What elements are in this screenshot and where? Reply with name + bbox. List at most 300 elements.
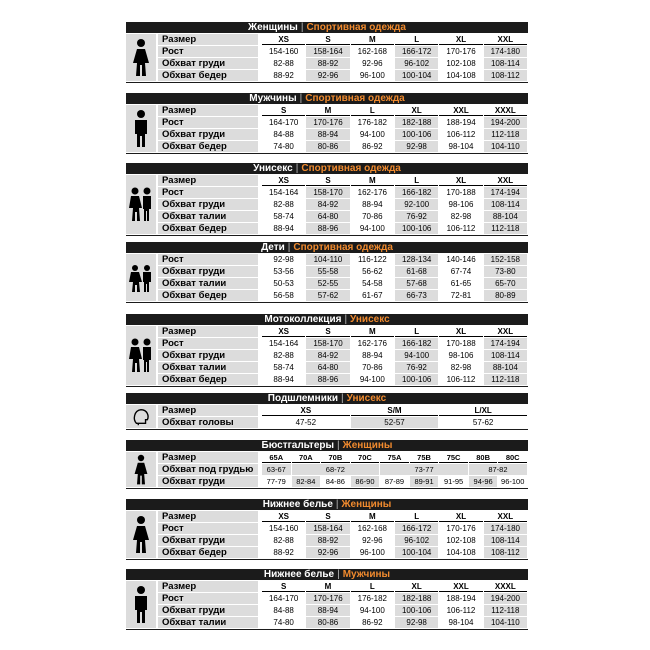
size-header-cell: XXL <box>439 581 482 592</box>
header-separator: | <box>295 163 299 174</box>
table-cell: 108-112 <box>484 70 527 81</box>
table-cell: 92-98 <box>395 141 438 152</box>
table-cell: 98-106 <box>439 199 482 210</box>
row-label: Обхват груди <box>158 350 258 361</box>
table-cell: 166-172 <box>395 46 438 57</box>
section-title: Нижнее белье <box>262 499 333 510</box>
table-cell: 92-96 <box>306 547 349 558</box>
table-cell: 106-112 <box>439 223 482 234</box>
table-cell: 94-100 <box>395 350 438 361</box>
table-cell: 77-79 <box>262 476 291 487</box>
size-header-cell: XS <box>262 34 305 45</box>
table-cell: 70-86 <box>351 362 394 373</box>
section-header <box>126 314 528 325</box>
section-title: Подшлемники <box>267 393 339 404</box>
table-cell: 56-58 <box>262 290 305 301</box>
table-cell: 52-57 <box>351 417 439 428</box>
table-cell: 112-118 <box>484 129 527 140</box>
row-label: Обхват под грудью <box>158 464 258 475</box>
size-table-section <box>126 22 528 82</box>
table-cell: 96-100 <box>351 70 394 81</box>
table-cell: 58-74 <box>262 362 305 373</box>
row-label: Обхват головы <box>158 417 258 428</box>
row-label: Рост <box>158 46 258 57</box>
woman-icon <box>126 452 156 487</box>
table-cell: 170-176 <box>306 593 349 604</box>
table-cell: 76-92 <box>395 211 438 222</box>
table-cell: 166-182 <box>395 338 438 349</box>
section-title: Дети <box>261 242 285 253</box>
table-cell: 154-164 <box>262 338 305 349</box>
table-cell: 176-182 <box>351 593 394 604</box>
section-subtitle: Мужчины <box>342 569 391 580</box>
row-label: Размер <box>158 175 258 186</box>
table-cell: 92-98 <box>262 254 305 265</box>
table-cell: 82-84 <box>292 476 321 487</box>
row-label: Размер <box>158 452 258 463</box>
size-header-cell: L <box>351 581 394 592</box>
size-header-cell: 75A <box>380 452 409 463</box>
section-divider <box>126 235 528 236</box>
header-separator: | <box>335 499 339 510</box>
section-divider <box>126 386 528 387</box>
table-cell: 88-92 <box>262 547 305 558</box>
size-header-cell: XXXL <box>484 105 527 116</box>
size-header-cell: 80C <box>498 452 527 463</box>
size-header-cell: S <box>306 511 349 522</box>
table-cell: 104-110 <box>306 254 349 265</box>
size-header-cell: 80B <box>469 452 498 463</box>
table-cell: 88-94 <box>351 199 394 210</box>
section-header <box>126 499 528 510</box>
table-cell: 94-100 <box>351 223 394 234</box>
row-label: Размер <box>158 405 258 416</box>
header-separator: | <box>287 242 291 253</box>
table-cell: 100-104 <box>395 70 438 81</box>
section-header <box>126 393 528 404</box>
size-header-cell: S <box>262 105 305 116</box>
size-header-cell: 75B <box>410 452 439 463</box>
table-cell: 74-80 <box>262 141 305 152</box>
table-cell: 64-80 <box>306 211 349 222</box>
table-cell: 88-94 <box>351 350 394 361</box>
section-title: Женщины <box>248 22 298 33</box>
man-icon <box>126 105 156 152</box>
table-cell: 174-180 <box>484 46 527 57</box>
table-cell: 162-176 <box>351 338 394 349</box>
row-label: Обхват груди <box>158 129 258 140</box>
table-cell: 50-53 <box>262 278 305 289</box>
table-cell: 140-146 <box>439 254 482 265</box>
row-label: Обхват груди <box>158 476 258 487</box>
table-cell: 98-106 <box>439 350 482 361</box>
table-cell: 70-86 <box>351 211 394 222</box>
section-header <box>126 569 528 580</box>
size-header-cell: 75C <box>439 452 468 463</box>
table-cell: 100-104 <box>395 547 438 558</box>
header-separator: | <box>337 440 340 451</box>
size-header-cell: 70B <box>321 452 350 463</box>
row-label: Обхват груди <box>158 58 258 69</box>
table-cell: 88-94 <box>262 223 305 234</box>
table-cell: 61-65 <box>439 278 482 289</box>
header-separator: | <box>344 314 348 325</box>
size-header-cell: M <box>351 511 394 522</box>
table-cell: 100-106 <box>395 374 438 385</box>
table-cell: 80-86 <box>306 617 349 628</box>
table-cell: 80-86 <box>306 141 349 152</box>
section-subtitle: Спортивная одежда <box>293 242 393 253</box>
size-header-cell: L <box>395 175 438 186</box>
woman-icon <box>126 34 156 81</box>
table-cell: 104-110 <box>484 617 527 628</box>
table-cell: 182-188 <box>395 117 438 128</box>
table-cell: 162-176 <box>351 187 394 198</box>
table-cell: 158-164 <box>306 523 349 534</box>
section-title: Нижнее белье <box>263 569 335 580</box>
table-cell: 112-118 <box>484 223 527 234</box>
table-cell: 188-194 <box>439 593 482 604</box>
size-header-cell: M <box>351 34 394 45</box>
table-cell: 84-88 <box>262 605 305 616</box>
section-subtitle: Унисекс <box>350 314 390 325</box>
table-cell: 57-68 <box>395 278 438 289</box>
row-label: Размер <box>158 326 258 337</box>
row-label: Рост <box>158 593 258 604</box>
section-subtitle: Спортивная одежда <box>301 163 401 174</box>
table-cell: 82-98 <box>439 362 482 373</box>
table-cell: 154-164 <box>262 187 305 198</box>
table-cell: 88-96 <box>306 374 349 385</box>
children-icon <box>126 254 156 301</box>
row-label: Рост <box>158 254 258 265</box>
table-cell: 116-122 <box>351 254 394 265</box>
section-divider <box>126 153 528 154</box>
table-cell: 72-81 <box>439 290 482 301</box>
row-label: Размер <box>158 34 258 45</box>
size-header-cell: L <box>395 326 438 337</box>
table-cell: 67-74 <box>439 266 482 277</box>
size-header-cell: 70C <box>351 452 380 463</box>
size-header-cell: S <box>306 34 349 45</box>
row-label: Обхват груди <box>158 199 258 210</box>
table-cell: 162-168 <box>351 46 394 57</box>
table-cell: 84-86 <box>321 476 350 487</box>
table-cell: 98-104 <box>439 617 482 628</box>
row-label: Рост <box>158 523 258 534</box>
table-cell: 112-118 <box>484 605 527 616</box>
section-divider <box>126 302 528 303</box>
row-label: Обхват бедер <box>158 290 258 301</box>
header-separator: | <box>299 93 303 104</box>
table-cell: 92-100 <box>395 199 438 210</box>
unisex-icon <box>126 326 156 385</box>
size-table-section <box>126 242 528 302</box>
table-cell: 108-112 <box>484 547 527 558</box>
size-header-cell: XS <box>262 326 305 337</box>
table-cell: 84-92 <box>306 350 349 361</box>
table-cell: 55-58 <box>306 266 349 277</box>
table-cell: 162-168 <box>351 523 394 534</box>
section-header <box>126 242 528 253</box>
table-cell: 108-114 <box>484 350 527 361</box>
table-cell: 158-164 <box>306 46 349 57</box>
size-header-cell: 70A <box>292 452 321 463</box>
row-label: Обхват бедер <box>158 547 258 558</box>
size-header-cell: XXL <box>484 511 527 522</box>
table-cell: 57-62 <box>306 290 349 301</box>
table-cell: 166-182 <box>395 187 438 198</box>
header-separator: | <box>337 569 340 580</box>
section-divider <box>126 82 528 83</box>
table-cell: 92-98 <box>395 617 438 628</box>
header-separator: | <box>341 393 344 404</box>
size-header-cell: S/M <box>351 405 439 416</box>
table-cell: 80-89 <box>484 290 527 301</box>
row-label: Обхват груди <box>158 266 258 277</box>
table-cell: 188-194 <box>439 117 482 128</box>
table-cell: 154-160 <box>262 523 305 534</box>
row-label: Обхват бедер <box>158 223 258 234</box>
table-cell: 63-67 <box>262 464 291 475</box>
table-cell: 98-104 <box>439 141 482 152</box>
table-cell: 94-96 <box>469 476 498 487</box>
row-label: Размер <box>158 581 258 592</box>
table-cell: 61-68 <box>395 266 438 277</box>
section-divider <box>126 488 528 489</box>
table-cell: 174-194 <box>484 338 527 349</box>
table-cell: 86-92 <box>351 141 394 152</box>
row-label: Обхват бедер <box>158 70 258 81</box>
table-cell: 96-102 <box>395 58 438 69</box>
table-cell: 86-90 <box>351 476 380 487</box>
table-cell: 106-112 <box>439 129 482 140</box>
unisex-icon <box>126 175 156 234</box>
table-cell: 106-112 <box>439 374 482 385</box>
table-cell: 87-89 <box>380 476 409 487</box>
size-table-section <box>126 393 528 429</box>
table-cell: 88-94 <box>306 605 349 616</box>
table-cell: 94-100 <box>351 129 394 140</box>
table-cell: 102-108 <box>439 58 482 69</box>
row-label: Обхват бедер <box>158 374 258 385</box>
section-title: Бюстгальтеры <box>261 440 335 451</box>
table-cell: 74-80 <box>262 617 305 628</box>
table-cell: 96-102 <box>395 535 438 546</box>
section-title: Унисекс <box>253 163 293 174</box>
table-cell: 102-108 <box>439 535 482 546</box>
table-cell: 94-100 <box>351 605 394 616</box>
table-cell: 174-180 <box>484 523 527 534</box>
size-header-cell: XXL <box>484 175 527 186</box>
size-header-cell: S <box>306 175 349 186</box>
size-header-cell: XS <box>262 511 305 522</box>
table-cell: 100-106 <box>395 129 438 140</box>
row-label: Обхват талии <box>158 362 258 373</box>
table-cell: 52-55 <box>306 278 349 289</box>
table-cell: 82-88 <box>262 199 305 210</box>
size-header-cell: M <box>306 581 349 592</box>
size-header-cell: XXXL <box>484 581 527 592</box>
size-table-section <box>126 163 528 235</box>
table-cell: 176-182 <box>351 117 394 128</box>
table-cell: 166-172 <box>395 523 438 534</box>
row-label: Размер <box>158 511 258 522</box>
table-cell: 106-112 <box>439 605 482 616</box>
size-header-cell: XL <box>439 34 482 45</box>
table-cell: 88-104 <box>484 362 527 373</box>
size-header-cell: XS <box>262 405 350 416</box>
row-label: Рост <box>158 338 258 349</box>
row-label: Обхват талии <box>158 211 258 222</box>
table-cell: 164-170 <box>262 117 305 128</box>
table-cell: 170-188 <box>439 338 482 349</box>
size-header-cell: M <box>351 175 394 186</box>
section-divider <box>126 429 528 430</box>
row-label: Обхват груди <box>158 535 258 546</box>
size-header-cell: M <box>351 326 394 337</box>
table-cell: 88-94 <box>262 374 305 385</box>
table-cell: 86-92 <box>351 617 394 628</box>
table-cell: 87-82 <box>469 464 527 475</box>
size-header-cell: XXL <box>484 326 527 337</box>
table-cell: 84-92 <box>306 199 349 210</box>
size-header-cell: XS <box>262 175 305 186</box>
table-cell: 112-118 <box>484 374 527 385</box>
size-header-cell: XXL <box>484 34 527 45</box>
size-header-cell: XL <box>395 581 438 592</box>
row-label: Размер <box>158 105 258 116</box>
table-cell: 104-108 <box>439 547 482 558</box>
table-cell: 68-72 <box>292 464 380 475</box>
woman-icon <box>126 511 156 558</box>
table-cell: 170-176 <box>439 46 482 57</box>
table-cell: 84-88 <box>262 129 305 140</box>
section-divider <box>126 559 528 560</box>
table-cell: 96-100 <box>498 476 527 487</box>
table-cell: 47-52 <box>262 417 350 428</box>
table-cell: 158-170 <box>306 187 349 198</box>
size-table-section <box>126 93 528 153</box>
size-header-cell: S <box>262 581 305 592</box>
table-cell: 100-106 <box>395 223 438 234</box>
table-cell: 82-88 <box>262 58 305 69</box>
size-header-cell: L <box>395 34 438 45</box>
table-cell: 73-77 <box>380 464 468 475</box>
table-cell: 76-92 <box>395 362 438 373</box>
section-title: Мотоколлекция <box>264 314 342 325</box>
table-cell: 128-134 <box>395 254 438 265</box>
table-cell: 170-176 <box>439 523 482 534</box>
size-table-section <box>126 569 528 629</box>
man-icon <box>126 581 156 628</box>
table-cell: 94-100 <box>351 374 394 385</box>
table-cell: 170-176 <box>306 117 349 128</box>
section-divider <box>126 629 528 630</box>
section-subtitle: Спортивная одежда <box>305 93 405 104</box>
section-header <box>126 440 528 451</box>
table-cell: 92-96 <box>351 58 394 69</box>
row-label: Обхват талии <box>158 278 258 289</box>
size-table-section <box>126 499 528 559</box>
table-cell: 58-74 <box>262 211 305 222</box>
table-cell: 108-114 <box>484 199 527 210</box>
table-cell: 96-100 <box>351 547 394 558</box>
section-subtitle: Унисекс <box>346 393 387 404</box>
header-separator: | <box>300 22 304 33</box>
size-header-cell: M <box>306 105 349 116</box>
row-label: Обхват талии <box>158 617 258 628</box>
table-cell: 91-95 <box>439 476 468 487</box>
table-cell: 194-200 <box>484 117 527 128</box>
table-cell: 104-108 <box>439 70 482 81</box>
table-cell: 56-62 <box>351 266 394 277</box>
table-cell: 53-56 <box>262 266 305 277</box>
section-header <box>126 22 528 33</box>
table-cell: 108-114 <box>484 535 527 546</box>
table-cell: 82-88 <box>262 350 305 361</box>
table-cell: 182-188 <box>395 593 438 604</box>
table-cell: 66-73 <box>395 290 438 301</box>
table-cell: 100-106 <box>395 605 438 616</box>
section-subtitle: Женщины <box>341 499 392 510</box>
size-header-cell: XXL <box>439 105 482 116</box>
size-header-cell: L/XL <box>439 405 527 416</box>
size-header-cell: XL <box>439 175 482 186</box>
section-header <box>126 163 528 174</box>
row-label: Рост <box>158 117 258 128</box>
table-cell: 170-188 <box>439 187 482 198</box>
table-cell: 88-92 <box>306 58 349 69</box>
table-cell: 64-80 <box>306 362 349 373</box>
size-header-cell: L <box>395 511 438 522</box>
row-label: Обхват бедер <box>158 141 258 152</box>
table-cell: 89-91 <box>410 476 439 487</box>
size-header-cell: XL <box>439 326 482 337</box>
section-subtitle: Спортивная одежда <box>306 22 406 33</box>
section-title: Мужчины <box>249 93 297 104</box>
size-header-cell: 65A <box>262 452 291 463</box>
size-table-section <box>126 440 528 488</box>
table-cell: 88-92 <box>306 535 349 546</box>
size-header-cell: L <box>351 105 394 116</box>
table-cell: 108-114 <box>484 58 527 69</box>
table-cell: 174-194 <box>484 187 527 198</box>
table-cell: 54-58 <box>351 278 394 289</box>
section-header <box>126 93 528 104</box>
table-cell: 65-70 <box>484 278 527 289</box>
section-subtitle: Женщины <box>342 440 393 451</box>
table-cell: 88-104 <box>484 211 527 222</box>
row-label: Рост <box>158 187 258 198</box>
table-cell: 82-98 <box>439 211 482 222</box>
table-cell: 92-96 <box>351 535 394 546</box>
table-cell: 152-158 <box>484 254 527 265</box>
head-icon <box>126 405 156 428</box>
table-cell: 88-92 <box>262 70 305 81</box>
row-label: Обхват груди <box>158 605 258 616</box>
size-header-cell: XL <box>395 105 438 116</box>
table-cell: 61-67 <box>351 290 394 301</box>
size-table-section <box>126 314 528 386</box>
table-cell: 88-96 <box>306 223 349 234</box>
table-cell: 82-88 <box>262 535 305 546</box>
table-cell: 104-110 <box>484 141 527 152</box>
table-cell: 57-62 <box>439 417 527 428</box>
table-cell: 73-80 <box>484 266 527 277</box>
size-header-cell: S <box>306 326 349 337</box>
table-cell: 194-200 <box>484 593 527 604</box>
